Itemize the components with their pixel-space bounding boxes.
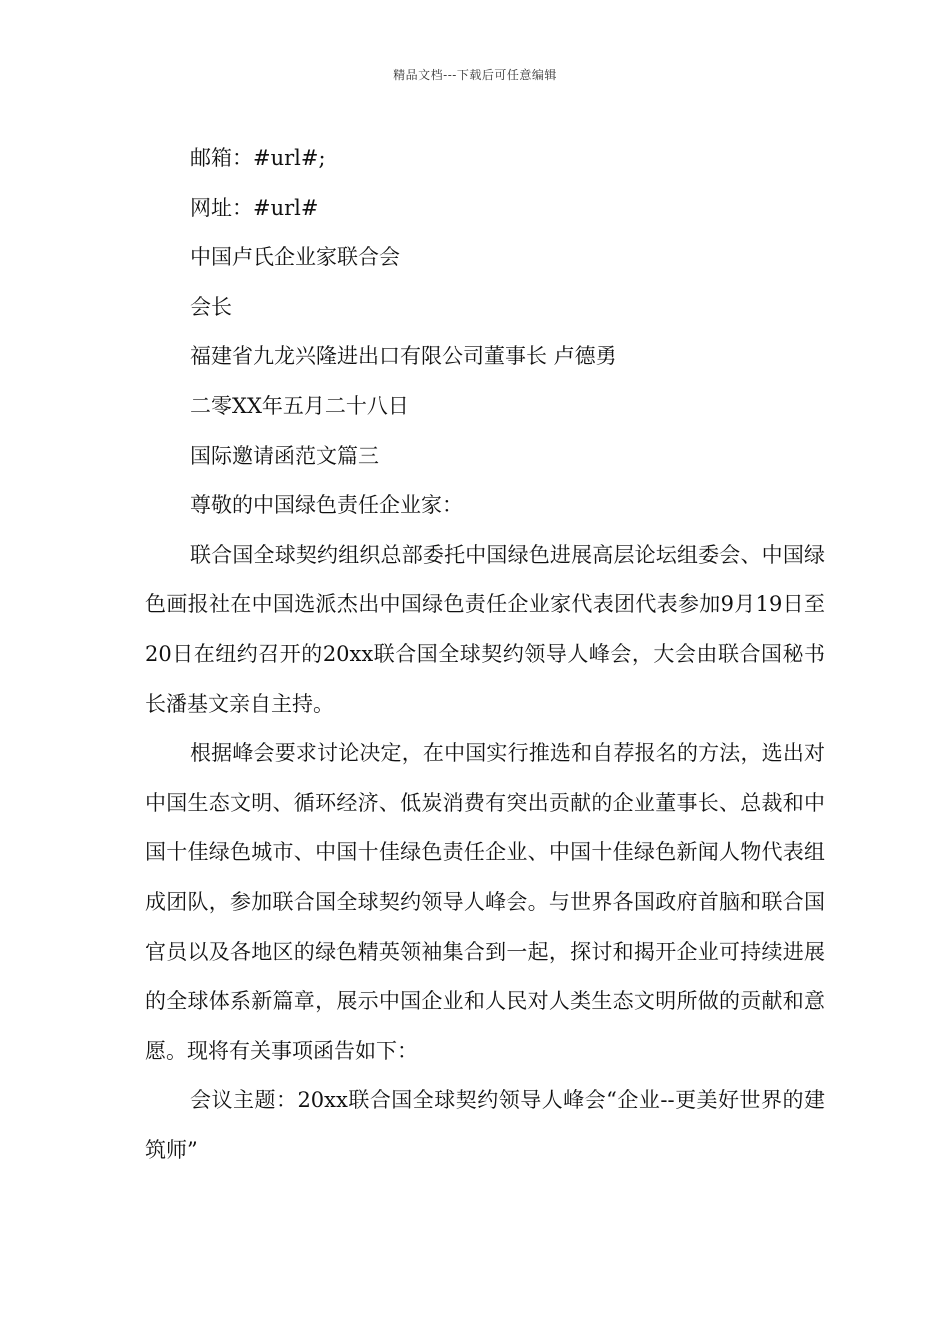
- signer-title: 会长: [190, 294, 232, 319]
- paragraph-theme: 会议主题：20xx联合国全球契约领导人峰会“企业--更美好世界的建筑师”: [145, 1088, 825, 1162]
- website-line: 网址：#url#: [190, 195, 319, 220]
- paragraph-details: 根据峰会要求讨论决定，在中国实行推选和自荐报名的方法，选出对中国生态文明、循环经济、低炭消费有突出贡献的企业董事长、总裁和中国十佳绿色城市、中国十佳绿色责任企业、中国十佳绿色新闻人物代表组成团队，参加联合国全球契约领导人峰会。与世界各国政府首脑和联合国官员以及各地区的绿色精英领袖集合到一起，探讨和揭开企业可持续进展的全球体系新篇章，展示中国企业和人民对人类生态文明所做的贡献和意愿。现将有关事项函告如下：: [145, 741, 825, 1063]
- document-body: [145, 134, 825, 1175]
- email-line: 邮箱：#url#;: [190, 146, 326, 170]
- letter-date: 二零XX年五月二十八日: [190, 393, 409, 418]
- signer-company: 福建省九龙兴隆进出口有限公司董事长 卢德勇: [190, 344, 617, 369]
- salutation: 尊敬的中国绿色责任企业家：: [190, 493, 463, 518]
- paragraph-intro: 联合国全球契约组织总部委托中国绿色进展高层论坛组委会、中国绿色画报社在中国选派杰出中国绿色责任企业家代表团代表参加9月19日至20日在纽约召开的20xx联合国全球契约领导人峰会，大会由联合国秘书长潘基文亲自主持。: [145, 542, 825, 716]
- page-header: 精品文档---下载后可任意编辑: [393, 68, 557, 82]
- section-title: 国际邀请函范文篇三: [190, 443, 379, 468]
- organization-name: 中国卢氏企业家联合会: [190, 245, 400, 270]
